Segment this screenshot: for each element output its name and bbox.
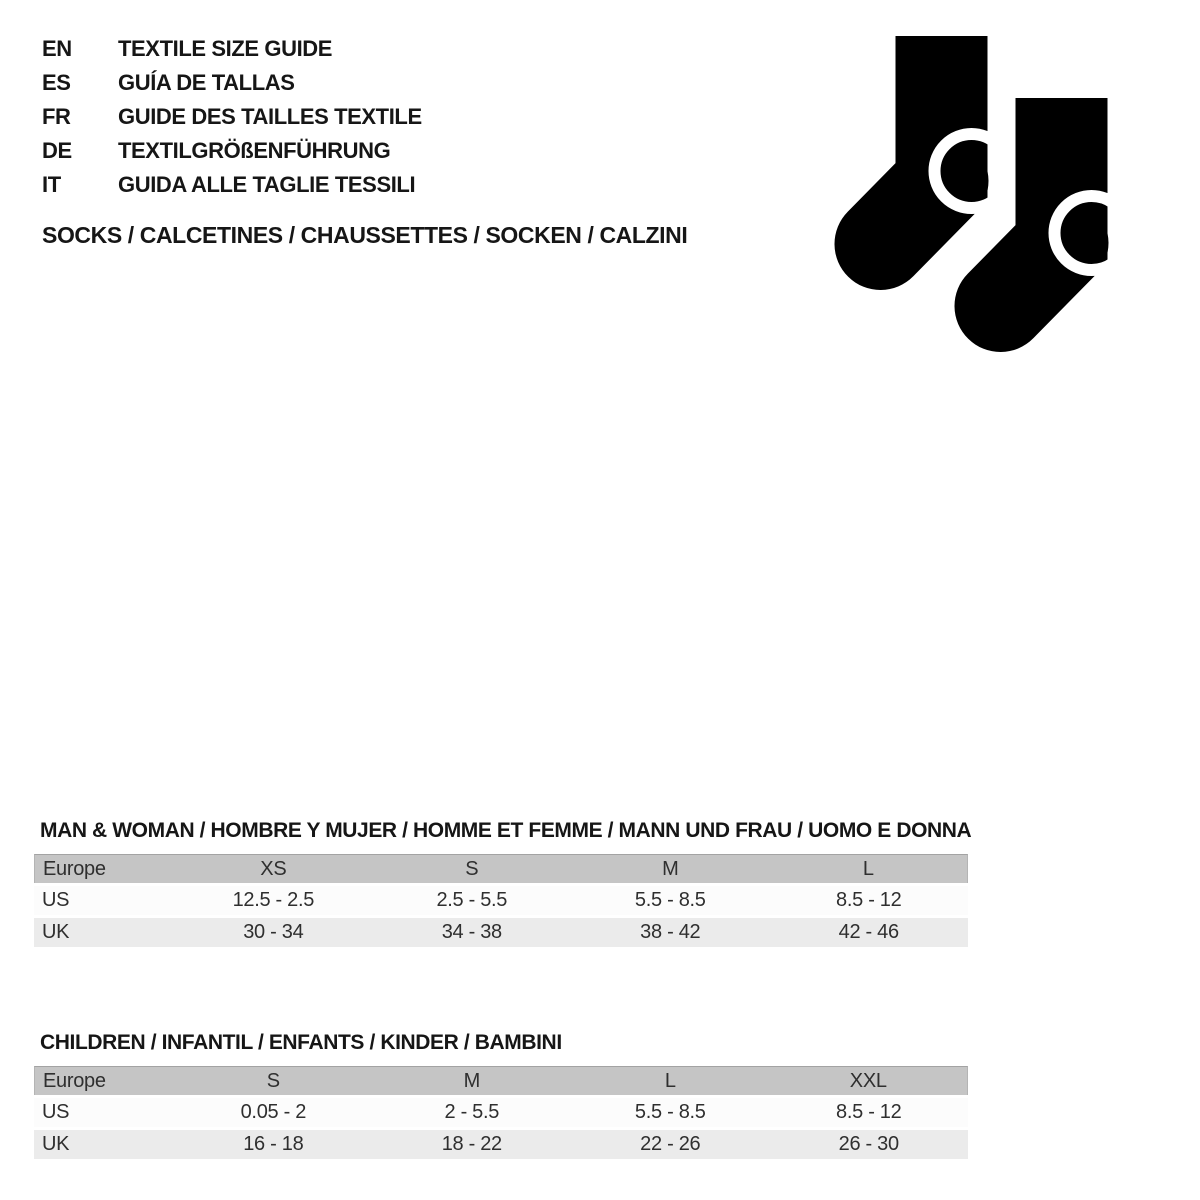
table-header-row	[34, 1066, 968, 1095]
size-value-cell: 2 - 5.5	[373, 1098, 571, 1127]
language-row	[42, 36, 422, 70]
table-row	[34, 1098, 968, 1127]
size-value-cell: 5.5 - 8.5	[571, 1098, 769, 1127]
table-row	[34, 886, 968, 915]
table-row	[34, 918, 968, 947]
size-column-header: L	[770, 854, 969, 883]
size-column-header: S	[174, 1066, 372, 1095]
language-title: GUÍA DE TALLAS	[118, 70, 295, 95]
language-title: GUIDE DES TAILLES TEXTILE	[118, 104, 422, 129]
region-label-cell: US	[34, 886, 174, 915]
adult-size-table-section	[34, 819, 972, 950]
region-label-cell: UK	[34, 918, 174, 947]
children-size-table-section	[34, 1031, 968, 1162]
region-column-header: Europe	[34, 854, 174, 883]
adult-size-table	[34, 851, 968, 950]
size-value-cell: 26 - 30	[770, 1130, 969, 1159]
language-row	[42, 138, 422, 172]
size-value-cell: 8.5 - 12	[770, 1098, 969, 1127]
size-value-cell: 12.5 - 2.5	[174, 886, 372, 915]
region-label-cell: UK	[34, 1130, 174, 1159]
size-value-cell: 8.5 - 12	[770, 886, 969, 915]
language-row	[42, 172, 422, 206]
adult-table-title: MAN & WOMAN / HOMBRE Y MUJER / HOMME ET FEMME / MANN UND FRAU / UOMO E DONNA	[40, 819, 972, 842]
language-code: EN	[42, 36, 72, 61]
language-row	[42, 70, 422, 104]
size-value-cell: 34 - 38	[373, 918, 571, 947]
size-column-header: S	[373, 854, 571, 883]
language-code: FR	[42, 104, 71, 129]
language-row	[42, 104, 422, 138]
socks-icon	[833, 36, 1109, 354]
language-code: ES	[42, 70, 71, 95]
children-size-table	[34, 1063, 968, 1162]
size-value-cell: 30 - 34	[174, 918, 372, 947]
size-value-cell: 5.5 - 8.5	[571, 886, 769, 915]
product-category-heading: SOCKS / CALCETINES / CHAUSSETTES / SOCKEN / CALZINI	[42, 222, 688, 248]
size-value-cell: 16 - 18	[174, 1130, 372, 1159]
size-value-cell: 38 - 42	[571, 918, 769, 947]
language-code: DE	[42, 138, 72, 163]
size-column-header: XS	[174, 854, 372, 883]
size-value-cell: 22 - 26	[571, 1130, 769, 1159]
language-title: TEXTILE SIZE GUIDE	[118, 36, 333, 61]
size-value-cell: 2.5 - 5.5	[373, 886, 571, 915]
region-label-cell: US	[34, 1098, 174, 1127]
size-column-header: XXL	[770, 1066, 969, 1095]
region-column-header: Europe	[34, 1066, 174, 1095]
size-column-header: M	[571, 854, 769, 883]
size-value-cell: 0.05 - 2	[174, 1098, 372, 1127]
size-value-cell: 42 - 46	[770, 918, 969, 947]
size-value-cell: 18 - 22	[373, 1130, 571, 1159]
size-column-header: M	[373, 1066, 571, 1095]
language-code: IT	[42, 172, 61, 197]
table-row	[34, 1130, 968, 1159]
language-title: GUIDA ALLE TAGLIE TESSILI	[118, 172, 416, 197]
table-header-row	[34, 854, 968, 883]
children-table-title: CHILDREN / INFANTIL / ENFANTS / KINDER / BAMBINI	[40, 1031, 562, 1054]
language-title: TEXTILGRÖßENFÜHRUNG	[118, 138, 391, 163]
language-guide-list	[42, 36, 422, 206]
size-column-header: L	[571, 1066, 769, 1095]
